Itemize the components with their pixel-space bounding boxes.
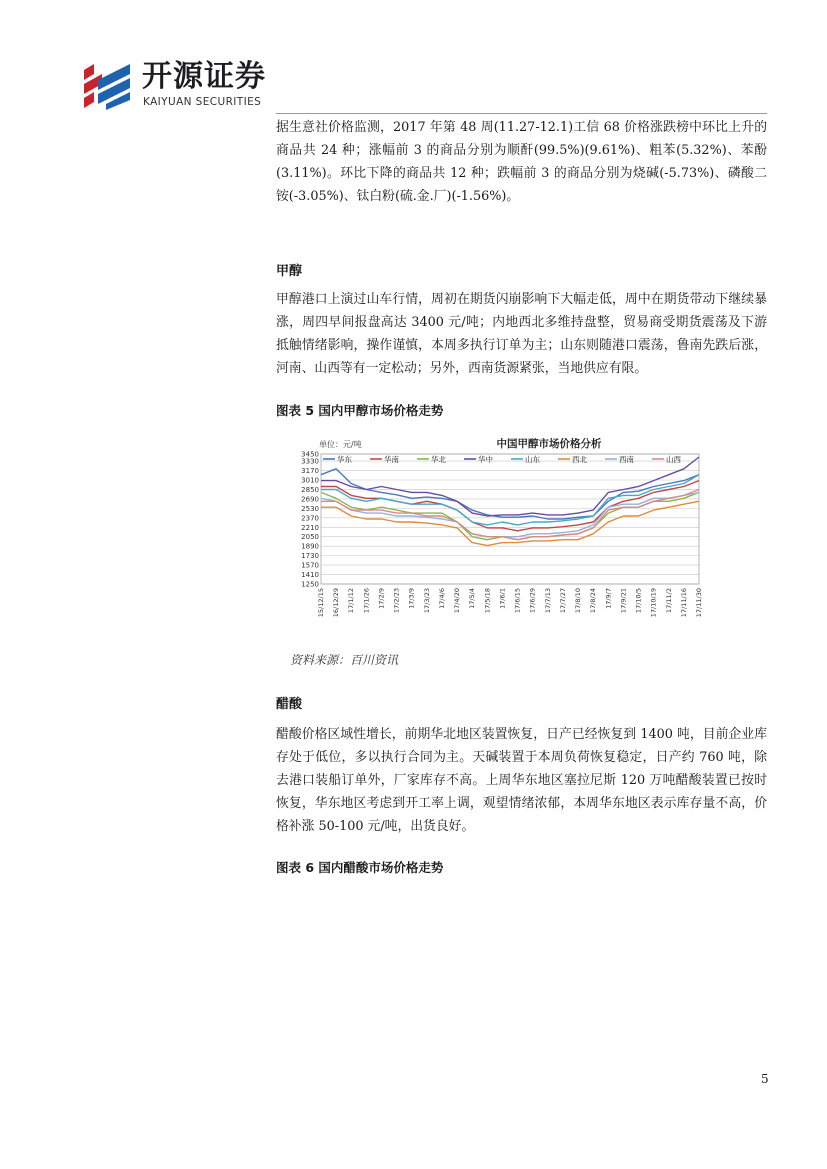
y-tick-label: 3450	[301, 450, 319, 459]
intro-paragraph: 据生意社价格监测，2017 年第 48 周(11.27-12.1)工信 68 价格涨跌榜中环比上升的商品共 24 种；涨幅前 3 的商品分别为顺酐(99.5%)(9.61%)、粗苯(5.32%)、苯酚(3.11%)。环比下降的商品共 12 种；跌幅前 3 的商品分别为烧碱(-5.73%)、磷酸二铵(-3.05%)、钛白粉(硫.金.厂)(-1.56%)。	[276, 120, 767, 204]
y-tick-label: 3330	[301, 457, 319, 466]
chart-unit-label: 单位：元/吨	[319, 440, 362, 449]
x-tick-label: 17/8/10	[574, 588, 583, 614]
header-divider	[276, 113, 767, 114]
methanol-price-chart	[287, 436, 717, 636]
x-tick-label: 17/5/4	[468, 588, 477, 609]
x-tick-label: 17/10/5	[634, 588, 643, 614]
y-tick-label: 2210	[301, 523, 319, 532]
logo-english-name: KAIYUAN SECURITIES	[143, 96, 262, 108]
x-tick-label: 17/11/16	[679, 588, 688, 618]
logo-chinese-name: 开源证券	[142, 59, 266, 94]
y-tick-label: 1250	[301, 580, 319, 589]
x-tick-label: 17/3/23	[422, 588, 431, 614]
y-tick-label: 1730	[301, 552, 319, 561]
x-tick-label: 17/1/12	[347, 588, 356, 614]
legend-label: 华中	[478, 455, 493, 464]
figure-5-source: 资料来源：百川资讯	[290, 653, 399, 667]
y-tick-label: 2530	[301, 504, 319, 513]
legend-label: 西北	[572, 455, 587, 464]
legend-label: 华东	[337, 455, 352, 464]
x-tick-label: 17/6/29	[528, 588, 537, 614]
y-tick-label: 1410	[301, 571, 319, 580]
legend-label: 山西	[666, 455, 681, 464]
x-tick-label: 17/2/9	[377, 588, 386, 609]
page-number: 5	[761, 1072, 769, 1086]
x-tick-label: 17/6/15	[513, 588, 522, 614]
x-tick-label: 17/9/7	[604, 588, 613, 609]
legend-label: 华北	[431, 455, 446, 464]
legend-label: 华南	[384, 455, 399, 464]
x-tick-label: 17/4/6	[437, 588, 446, 609]
x-tick-label: 17/5/18	[483, 588, 492, 614]
x-tick-label: 17/3/9	[407, 588, 416, 609]
x-tick-label: 16/12/29	[332, 588, 341, 618]
y-tick-label: 1890	[301, 542, 319, 551]
x-tick-label: 17/9/21	[619, 588, 628, 614]
x-tick-label: 15/12/15	[317, 588, 325, 618]
y-tick-label: 3170	[301, 467, 319, 476]
y-tick-label: 2850	[301, 485, 319, 494]
y-tick-label: 2050	[301, 533, 319, 542]
acetic-heading: 醋酸	[276, 697, 303, 712]
company-logo	[80, 58, 280, 114]
x-tick-label: 17/7/13	[543, 588, 552, 614]
figure-5-title: 图表 5 国内甲醇市场价格走势	[276, 403, 444, 418]
x-tick-label: 17/8/24	[589, 588, 598, 614]
x-tick-label: 17/1/26	[362, 588, 371, 614]
legend-label: 西南	[619, 455, 634, 464]
x-tick-label: 17/7/27	[558, 588, 567, 614]
legend-label: 山东	[525, 455, 540, 464]
figure-6-title: 图表 6 国内醋酸市场价格走势	[276, 860, 444, 875]
y-tick-label: 1570	[301, 561, 319, 570]
x-tick-label: 17/4/20	[453, 588, 462, 614]
y-tick-label: 2370	[301, 514, 319, 523]
acetic-paragraph: 醋酸价格区域性增长，前期华北地区装置恢复，日产已经恢复到 1400 吨，目前企业库存处于低位，多以执行合同为主。天碱装置于本周负荷恢复稳定，日产约 760 吨，除去港口装船订单外，厂家库存不高。上周华东地区塞拉尼斯 120 万吨醋酸装置已按时恢复，华东地区考虑到开工率上调，观望情绪浓郁，本周华东地区表示库存量不高，价格补涨 50-100 元/吨，出货良好。	[276, 727, 767, 834]
x-tick-label: 17/11/2	[664, 588, 673, 614]
y-tick-label: 2690	[301, 495, 319, 504]
x-tick-label: 17/2/23	[392, 588, 401, 614]
methanol-heading: 甲醇	[276, 264, 303, 279]
y-tick-label: 3010	[301, 476, 319, 485]
methanol-paragraph: 甲醇港口上演过山车行情，周初在期货闪崩影响下大幅走低，周中在期货带动下继续暴涨，周四早间报盘高达 3400 元/吨；内地西北多维持盘整，贸易商受期货震荡及下游抵触情绪影响，操作谨慎，本周多执行订单为主；山东则随港口震荡，鲁南先跌后涨，河南、山西等有一定松动；另外，西南货源紧张，当地供应有限。	[276, 292, 767, 376]
chart-title: 中国甲醇市场价格分析	[496, 438, 602, 450]
x-tick-label: 17/11/30	[695, 588, 703, 618]
x-tick-label: 17/10/19	[649, 588, 658, 618]
kaiyuan-logo-mark-icon	[80, 60, 136, 110]
x-tick-label: 17/6/1	[498, 588, 507, 609]
